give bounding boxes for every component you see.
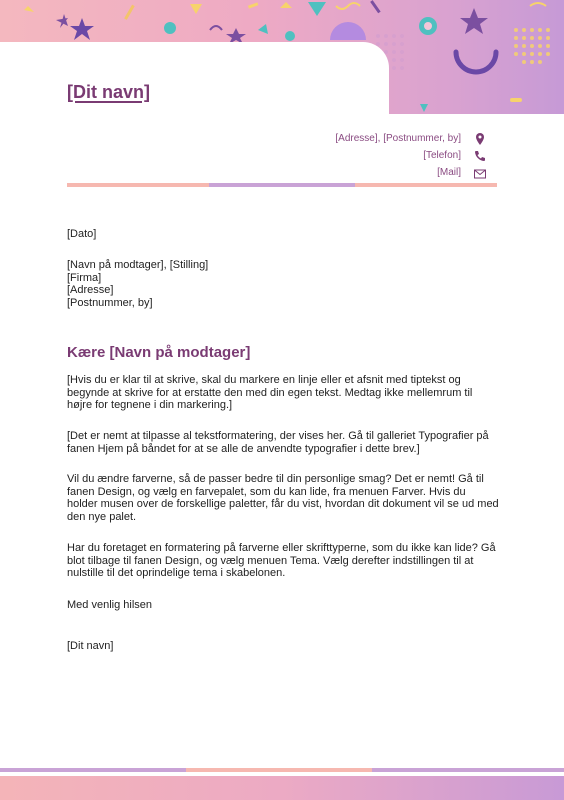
closing-text[interactable]: Med venlig hilsen [67, 599, 152, 611]
phone-icon [473, 149, 487, 163]
paragraph-2 [67, 430, 499, 455]
location-pin-icon [473, 132, 487, 146]
paragraph-text[interactable]: [Hvis du er klar til at skrive, skal du markere en linje eller et afsnit med tiptekst og begynde at skrive for at erstatte den med din egen tekst. Medtag ikke mellemrum til højre for tegnene i din markering.] [67, 374, 473, 412]
email-text[interactable]: [Mail] [437, 167, 461, 178]
paragraph-text[interactable]: Har du foretaget en formatering på farverne eller skrifttyperne, som du ikke kan lide? Gå blot tilbage til fanen Design, og vælg menuen Tema. Vælg derefter indstillingen til at nulstille til det oprindelige tema i skabelonen. [67, 542, 496, 580]
footer-decoration [0, 768, 564, 800]
address-text[interactable]: [Adresse], [Postnummer, by] [335, 133, 461, 144]
paragraph-4 [67, 542, 499, 580]
salutation[interactable]: Kære [Navn på modtager] [67, 344, 251, 361]
signature-name[interactable]: [Dit navn] [67, 640, 114, 652]
recipient-company-line[interactable]: [Firma] [67, 271, 102, 284]
header-divider [67, 183, 497, 187]
paragraph-text[interactable]: Vil du ændre farverne, så de passer bedre til din personlige smag? Det er nemt! Gå til fanen Design, og vælg en farvepalet, som du kan lide, fra menuen Farver. Hvis du holder musen over de forskellige paletter, får du vist, hvordan dit dokument vil se ud med den nye palet. [67, 473, 499, 523]
paragraph-text[interactable]: [Det er nemt at tilpasse al tekstformatering, der vises her. Gå til galleriet Typografier på fanen Hjem på båndet for at se alle de anvendte typografier i dette brev.] [67, 430, 489, 455]
envelope-icon [473, 167, 487, 181]
date-text[interactable]: [Dato] [67, 228, 97, 240]
footer-stripe [0, 768, 564, 772]
footer-band [0, 776, 564, 800]
paragraph-1 [67, 374, 499, 412]
recipient-address-line[interactable]: [Adresse] [67, 284, 114, 297]
sender-name[interactable]: [Dit navn] [67, 82, 150, 102]
recipient-block [67, 259, 499, 309]
phone-text[interactable]: [Telefon] [423, 150, 461, 161]
paragraph-3 [67, 473, 499, 523]
header-card [0, 42, 389, 122]
recipient-name-line[interactable]: [Navn på modtager], [Stilling] [67, 259, 209, 271]
recipient-city-line[interactable]: [Postnummer, by] [67, 296, 153, 309]
